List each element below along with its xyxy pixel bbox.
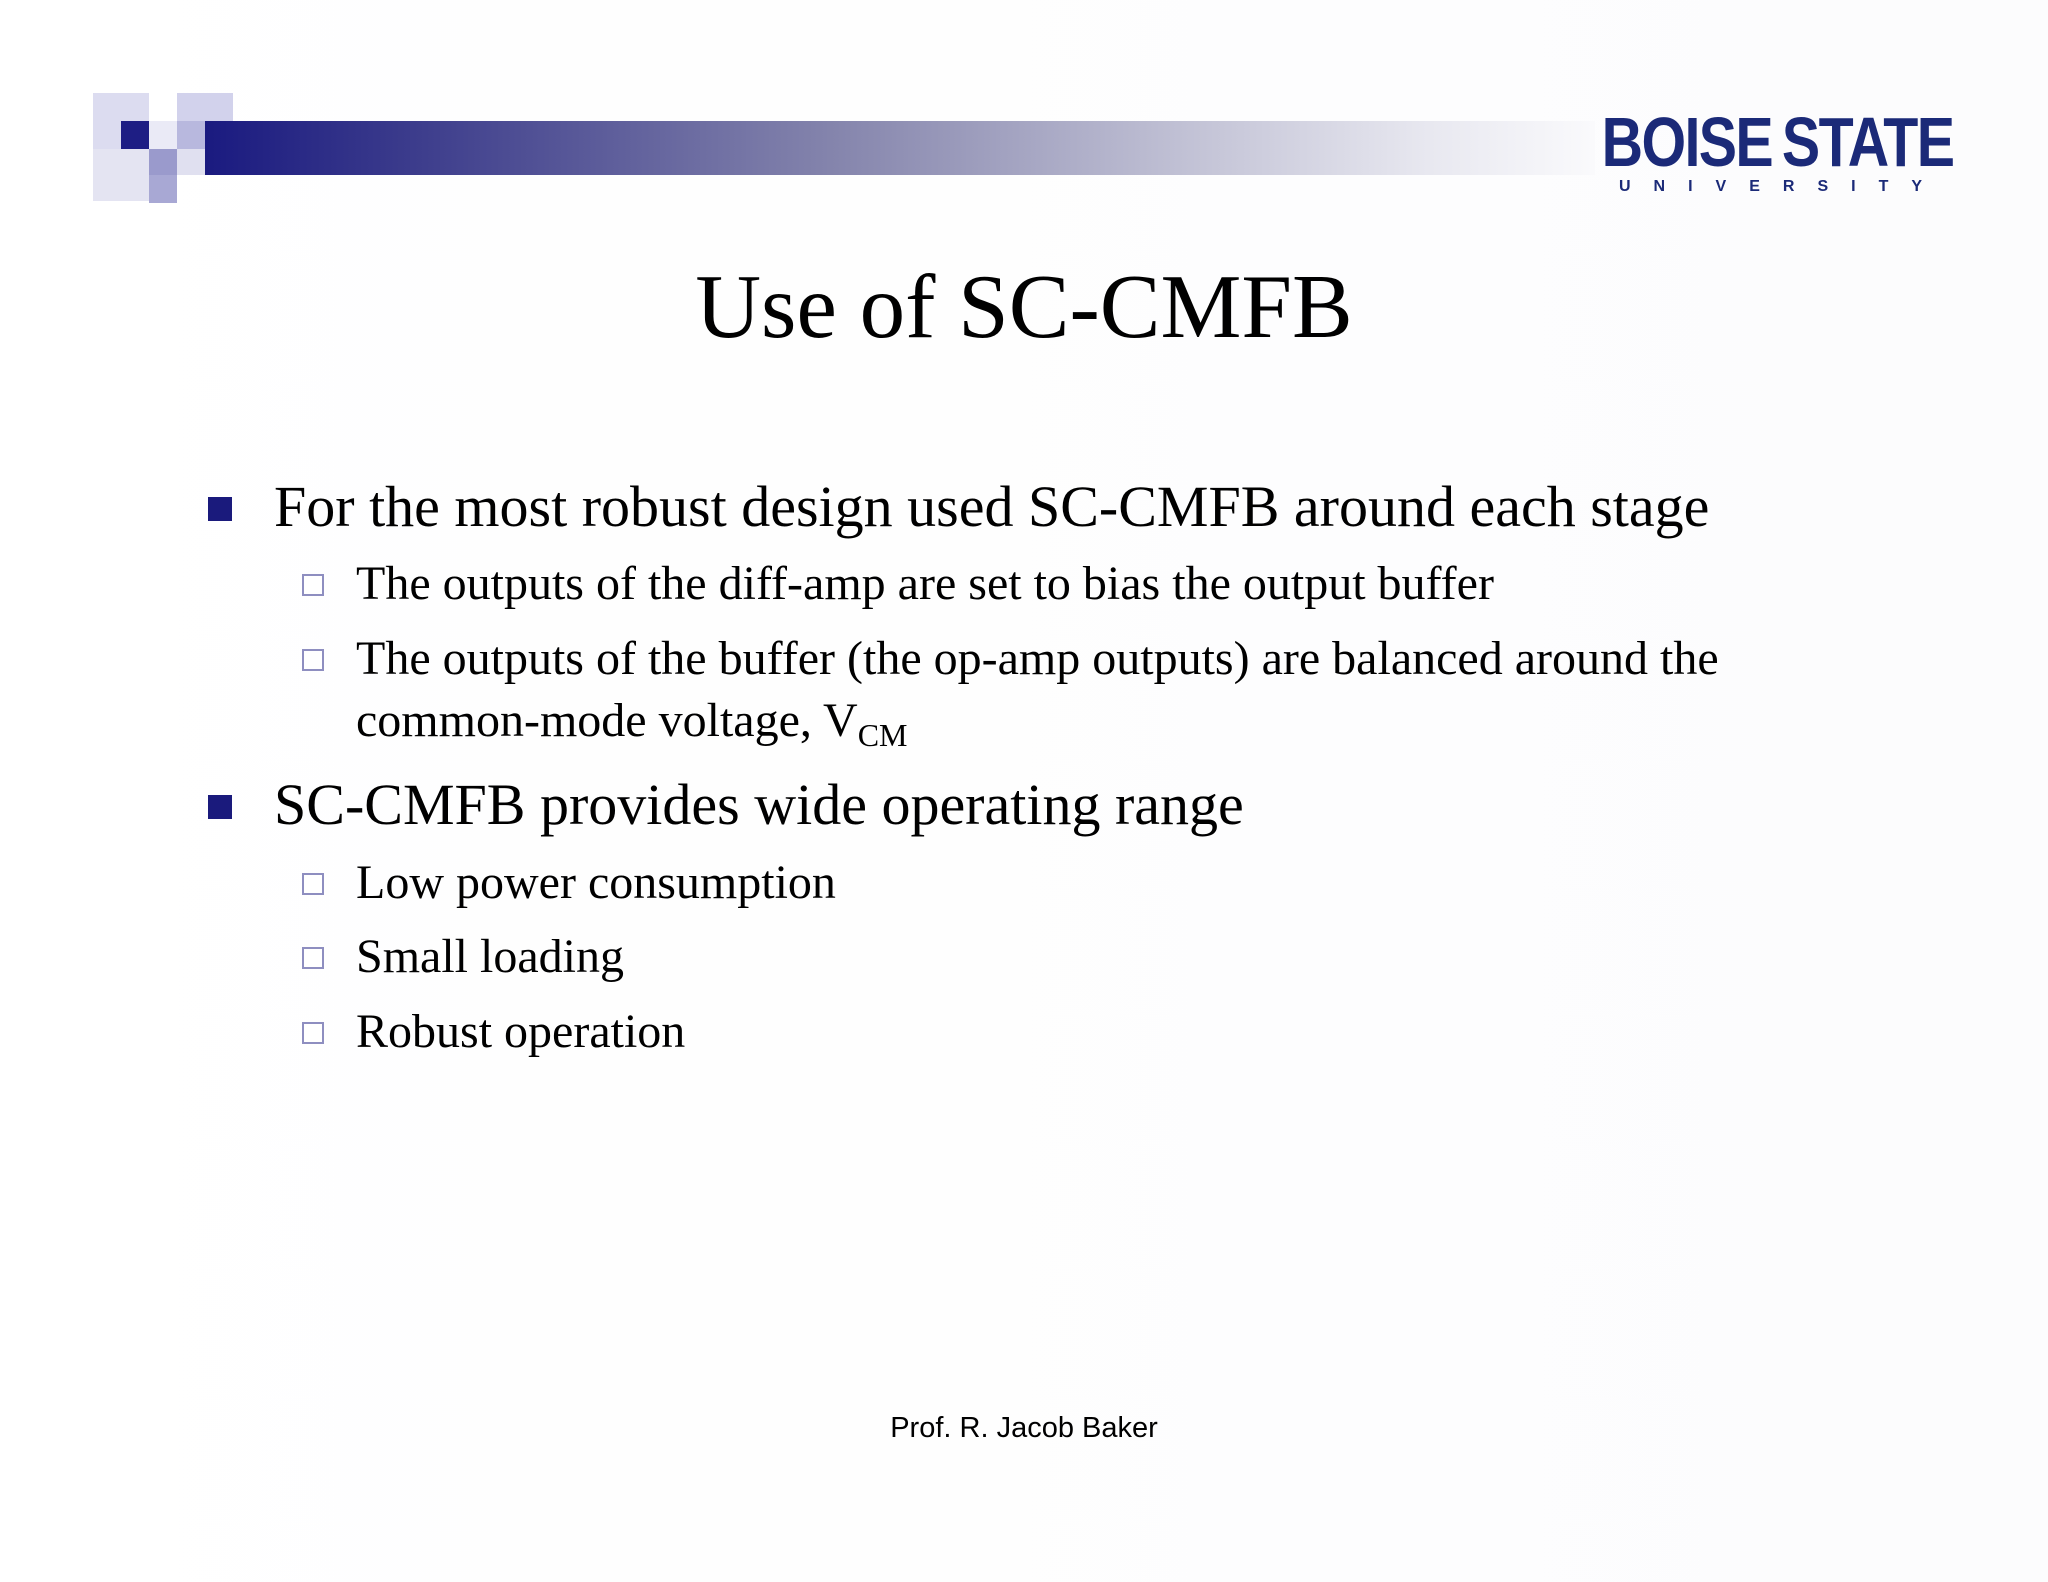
sub-bullet-text: Robust operation [356,1005,686,1058]
hollow-square-bullet-icon [302,649,324,671]
sub-bullet-text: Low power consumption [356,856,836,909]
hollow-square-bullet-icon [302,947,324,969]
logo-word-left: BOISE [1601,103,1773,181]
vcm-subscript: CM [857,717,908,753]
square-bullet-icon [208,795,232,819]
logo-word-right: STATE [1781,103,1954,181]
sub-bullet-text: The outputs of the buffer (the op-amp outputs) are balanced around the [356,632,1719,685]
bullet-text: SC-CMFB provides wide operating range [274,772,1244,837]
bullet-text: For the most robust design used SC-CMFB around each stage [274,474,1710,539]
square-bullet-icon [208,497,232,521]
hollow-square-bullet-icon [302,574,324,596]
sub-bullet-text: The outputs of the diff-amp are set to bias the output buffer [356,557,1494,610]
logo-subtitle: UNIVERSITY [1619,178,1946,195]
vcm-text: common-mode voltage, V [356,694,858,747]
sub-bullet-text-continued [356,690,907,766]
hollow-square-bullet-icon [302,1022,324,1044]
hollow-square-bullet-icon [302,873,324,895]
sub-bullet-text: Small loading [356,930,624,983]
slide-title: Use of SC-CMFB [695,256,1353,357]
footer-author: Prof. R. Jacob Baker [890,1412,1158,1444]
